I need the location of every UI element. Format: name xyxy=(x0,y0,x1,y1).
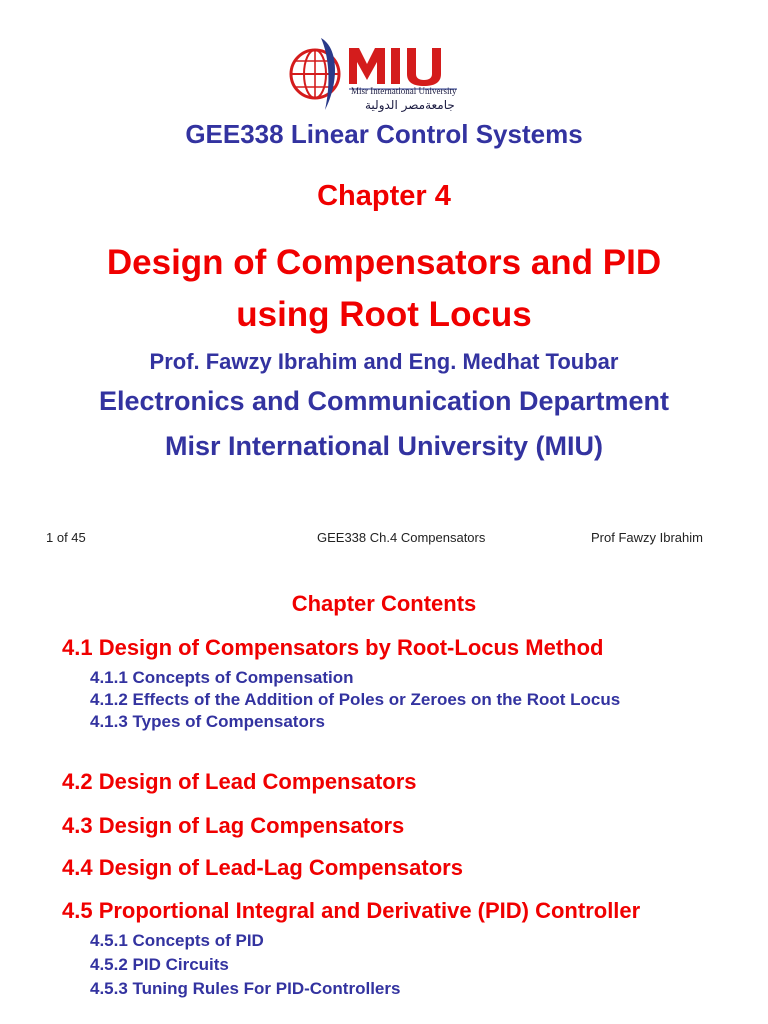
subsection-4-1-3: 4.1.3 Types of Compensators xyxy=(90,712,325,731)
page-number: 1 of 45 xyxy=(46,530,86,545)
authors: Prof. Fawzy Ibrahim and Eng. Medhat Toubar xyxy=(149,349,619,374)
logo-english-name: Misr International University xyxy=(351,86,457,96)
department: Electronics and Communication Department xyxy=(98,386,670,416)
footer-author: Prof Fawzy Ibrahim xyxy=(591,530,703,545)
section-4-3: 4.3 Design of Lag Compensators xyxy=(62,813,405,838)
title-line-1: Design of Compensators and PID xyxy=(106,243,662,282)
subsection-4-1-1: 4.1.1 Concepts of Compensation xyxy=(90,668,354,687)
section-4-2: 4.2 Design of Lead Compensators xyxy=(62,769,417,794)
subsection-4-5-3: 4.5.3 Tuning Rules For PID-Controllers xyxy=(90,979,401,998)
subsection-4-1-2: 4.1.2 Effects of the Addition of Poles or Zeroes on the Root Locus xyxy=(90,690,621,709)
section-4-5: 4.5 Proportional Integral and Derivative (PID) Controller xyxy=(62,898,641,923)
section-4-1: 4.1 Design of Compensators by Root-Locus Method xyxy=(62,635,604,660)
university-logo xyxy=(287,28,477,120)
page-title xyxy=(0,240,768,338)
subsection-4-5-1: 4.5.1 Concepts of PID xyxy=(90,931,264,950)
subsection-4-5-2: 4.5.2 PID Circuits xyxy=(90,955,229,974)
footer-course: GEE338 Ch.4 Compensators xyxy=(317,530,486,545)
title-line-2: using Root Locus xyxy=(236,295,532,334)
contents-heading: Chapter Contents xyxy=(291,591,477,616)
logo-arabic-name: جامعةمصر الدولية xyxy=(365,98,455,112)
university-name: Misr International University (MIU) xyxy=(164,431,604,461)
course-title: GEE338 Linear Control Systems xyxy=(185,119,583,149)
section-4-4: 4.4 Design of Lead-Lag Compensators xyxy=(62,855,463,880)
chapter-label: Chapter 4 xyxy=(317,180,451,212)
